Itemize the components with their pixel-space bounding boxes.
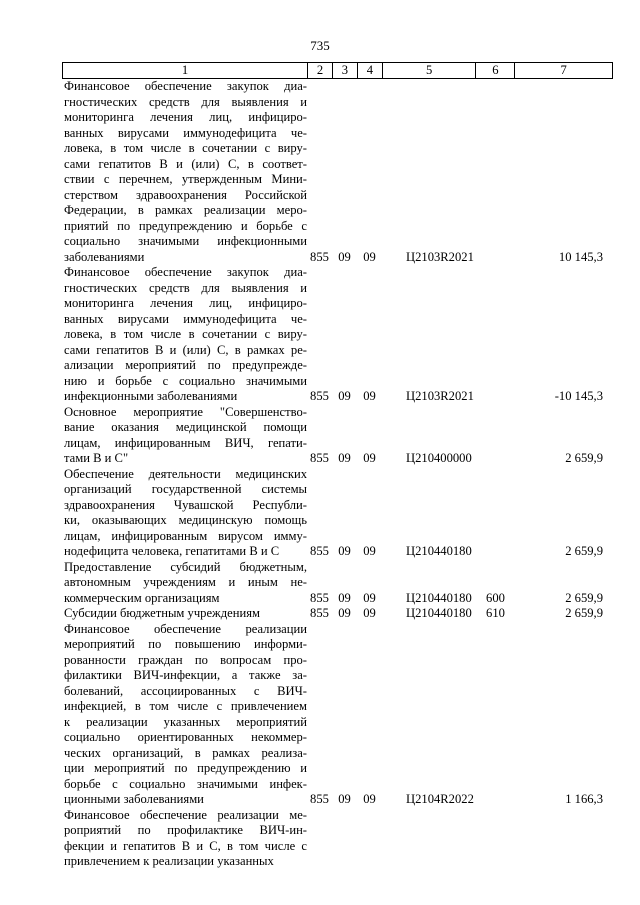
header-col-7: 7 <box>514 63 612 78</box>
table-row <box>62 606 613 622</box>
amount: -10 145,3 <box>554 389 603 403</box>
description-line: ческих организаций, в рамках реализа- <box>64 745 307 760</box>
description-line: Предоставление субсидий бюджетным, <box>64 559 307 574</box>
description-line: ционными заболеваниями <box>64 792 204 806</box>
row-description <box>62 622 307 808</box>
description-line: приятий по предупреждению и борьбе с <box>64 218 307 233</box>
description-line: Федерации, в рамках реализации меро- <box>64 203 307 217</box>
description-line: инфекцией, в том числе с привлечением <box>64 699 307 713</box>
description-line: ловека, в том числе в сочетании с виру- <box>64 141 307 155</box>
description-line: гностических средств для выявления и <box>64 94 307 109</box>
header-col-3: 3 <box>332 63 357 78</box>
description-line: социально ориентированных некоммер- <box>64 730 307 744</box>
description-line: вание оказания медицинской помощи <box>64 420 307 434</box>
description-line: Основное мероприятие "Совершенство- <box>64 404 307 419</box>
description-line: лицам, инфицированным ВИЧ, гепати- <box>64 435 307 450</box>
description-line: мониторинга лечения лиц, инфициро- <box>64 296 307 310</box>
description-line: Финансовое обеспечение закупок диа- <box>64 79 307 93</box>
table-row <box>62 622 613 808</box>
page-number: 735 <box>310 38 330 53</box>
description-line: здравоохранения Чувашской Республи- <box>64 497 307 512</box>
table-row <box>62 79 613 265</box>
ministry-code: 855 <box>310 590 329 605</box>
section-code: 09 <box>338 389 351 403</box>
description-line: ловека, в том числе в сочетании с виру- <box>64 327 307 341</box>
section-code: 09 <box>338 590 351 605</box>
ministry-code: 855 <box>310 451 329 465</box>
description-line: роприятий по профилактике ВИЧ-ин- <box>64 823 307 837</box>
header-col-4: 4 <box>357 63 382 78</box>
row-description <box>62 79 307 265</box>
row-description <box>62 405 307 467</box>
description-line: гностических средств для выявления и <box>64 280 307 295</box>
target-article-code: Ц2104R2022 <box>406 792 474 806</box>
description-line: коммерческим организациям <box>64 590 220 605</box>
description-line: мониторинга лечения лиц, инфициро- <box>64 110 307 124</box>
header-col-5: 5 <box>382 63 476 78</box>
ministry-code: 855 <box>310 792 329 806</box>
section-code: 09 <box>338 451 351 465</box>
description-line: Обеспечение деятельности медицинских <box>64 466 307 481</box>
target-article-code: Ц210440180 <box>406 544 472 558</box>
description-line: ции мероприятий по предупреждению и <box>64 761 307 775</box>
description-line: нию и борьбе с социально значимыми <box>64 373 307 388</box>
description-line: ванных вирусами иммунодефицита че- <box>64 125 307 140</box>
table-row <box>62 560 613 607</box>
description-line: рованности граждан по вопросам про- <box>64 652 307 667</box>
table-row <box>62 265 613 405</box>
table-row <box>62 808 613 870</box>
section-code: 09 <box>338 792 351 806</box>
description-line: ки, оказывающих медицинскую помощь <box>64 513 307 527</box>
table-row <box>62 405 613 467</box>
ministry-code: 855 <box>310 389 329 403</box>
target-article-code: Ц2103R2021 <box>406 389 474 403</box>
row-description <box>62 560 307 607</box>
description-line: фекции и гепатитов В и С, в том числе с <box>64 838 307 853</box>
budget-table <box>62 62 613 870</box>
amount: 10 145,3 <box>558 249 603 264</box>
row-description <box>62 808 307 870</box>
description-line: ствии с перечнем, утвержденным Мини- <box>64 172 307 186</box>
target-article-code: Ц2103R2021 <box>406 249 474 264</box>
description-line: борьбе с социально значимыми инфек- <box>64 776 307 791</box>
target-article-code: Ц210440180 <box>406 606 472 620</box>
target-article-code: Ц210400000 <box>406 451 472 465</box>
row-description <box>62 606 307 622</box>
subsection-code: 09 <box>363 590 376 605</box>
description-line: ализации мероприятий по предупрежде- <box>64 358 307 372</box>
subsection-code: 09 <box>363 249 376 264</box>
description-line: автономным учреждениям и иным не- <box>64 575 307 589</box>
subsection-code: 09 <box>363 792 376 806</box>
target-article-code: Ц210440180 <box>406 590 472 605</box>
description-line: организаций государственной системы <box>64 482 307 496</box>
subsection-code: 09 <box>363 606 376 620</box>
subsection-code: 09 <box>363 544 376 558</box>
description-line: к реализации указанных мероприятий <box>64 714 307 729</box>
description-line: тами В и С" <box>64 451 129 465</box>
row-description <box>62 467 307 560</box>
header-col-1: 1 <box>181 63 189 77</box>
header-col-6: 6 <box>475 63 514 78</box>
description-line: нодефицита человека, гепатитами В и С <box>64 544 280 558</box>
expense-type-code: 600 <box>486 590 505 605</box>
description-line: Финансовое обеспечение закупок диа- <box>64 265 307 279</box>
description-line: болеваний, ассоциированных с ВИЧ- <box>64 683 307 698</box>
description-line: стерством здравоохранения Российской <box>64 187 307 202</box>
description-line: привлечением к реализации указанных <box>64 854 274 868</box>
description-line: сами гепатитов В и (или) С, в рамках ре- <box>64 342 307 357</box>
description-line: Финансовое обеспечение реализации ме- <box>64 807 307 822</box>
description-line: социально значимыми инфекционными <box>64 234 307 248</box>
section-code: 09 <box>338 544 351 558</box>
table-body <box>62 79 613 870</box>
description-line: лицам, инфицированным вирусом имму- <box>64 528 307 543</box>
ministry-code: 855 <box>310 249 329 264</box>
description-line: мероприятий по повышению информи- <box>64 637 307 651</box>
expense-type-code: 610 <box>486 606 505 620</box>
description-line: филактики ВИЧ-инфекции, а также за- <box>64 668 307 682</box>
table-header-row <box>62 62 613 79</box>
amount: 2 659,9 <box>565 451 603 465</box>
section-code: 09 <box>338 249 351 264</box>
description-line: сами гепатитов В и (или) С, в соответ- <box>64 156 307 171</box>
header-col-2: 2 <box>307 63 332 78</box>
subsection-code: 09 <box>363 451 376 465</box>
description-line: заболеваниями <box>64 249 145 264</box>
section-code: 09 <box>338 606 351 620</box>
row-description <box>62 265 307 405</box>
amount: 2 659,9 <box>565 606 603 620</box>
description-line: инфекционными заболеваниями <box>64 389 238 403</box>
description-line: Финансовое обеспечение реализации <box>64 621 307 636</box>
amount: 1 166,3 <box>565 792 603 806</box>
amount: 2 659,9 <box>565 544 603 558</box>
table-row <box>62 467 613 560</box>
ministry-code: 855 <box>310 606 329 620</box>
description-line: Субсидии бюджетным учреждениям <box>64 606 260 620</box>
ministry-code: 855 <box>310 544 329 558</box>
description-line: ванных вирусами иммунодефицита че- <box>64 311 307 326</box>
subsection-code: 09 <box>363 389 376 403</box>
amount: 2 659,9 <box>565 590 603 605</box>
